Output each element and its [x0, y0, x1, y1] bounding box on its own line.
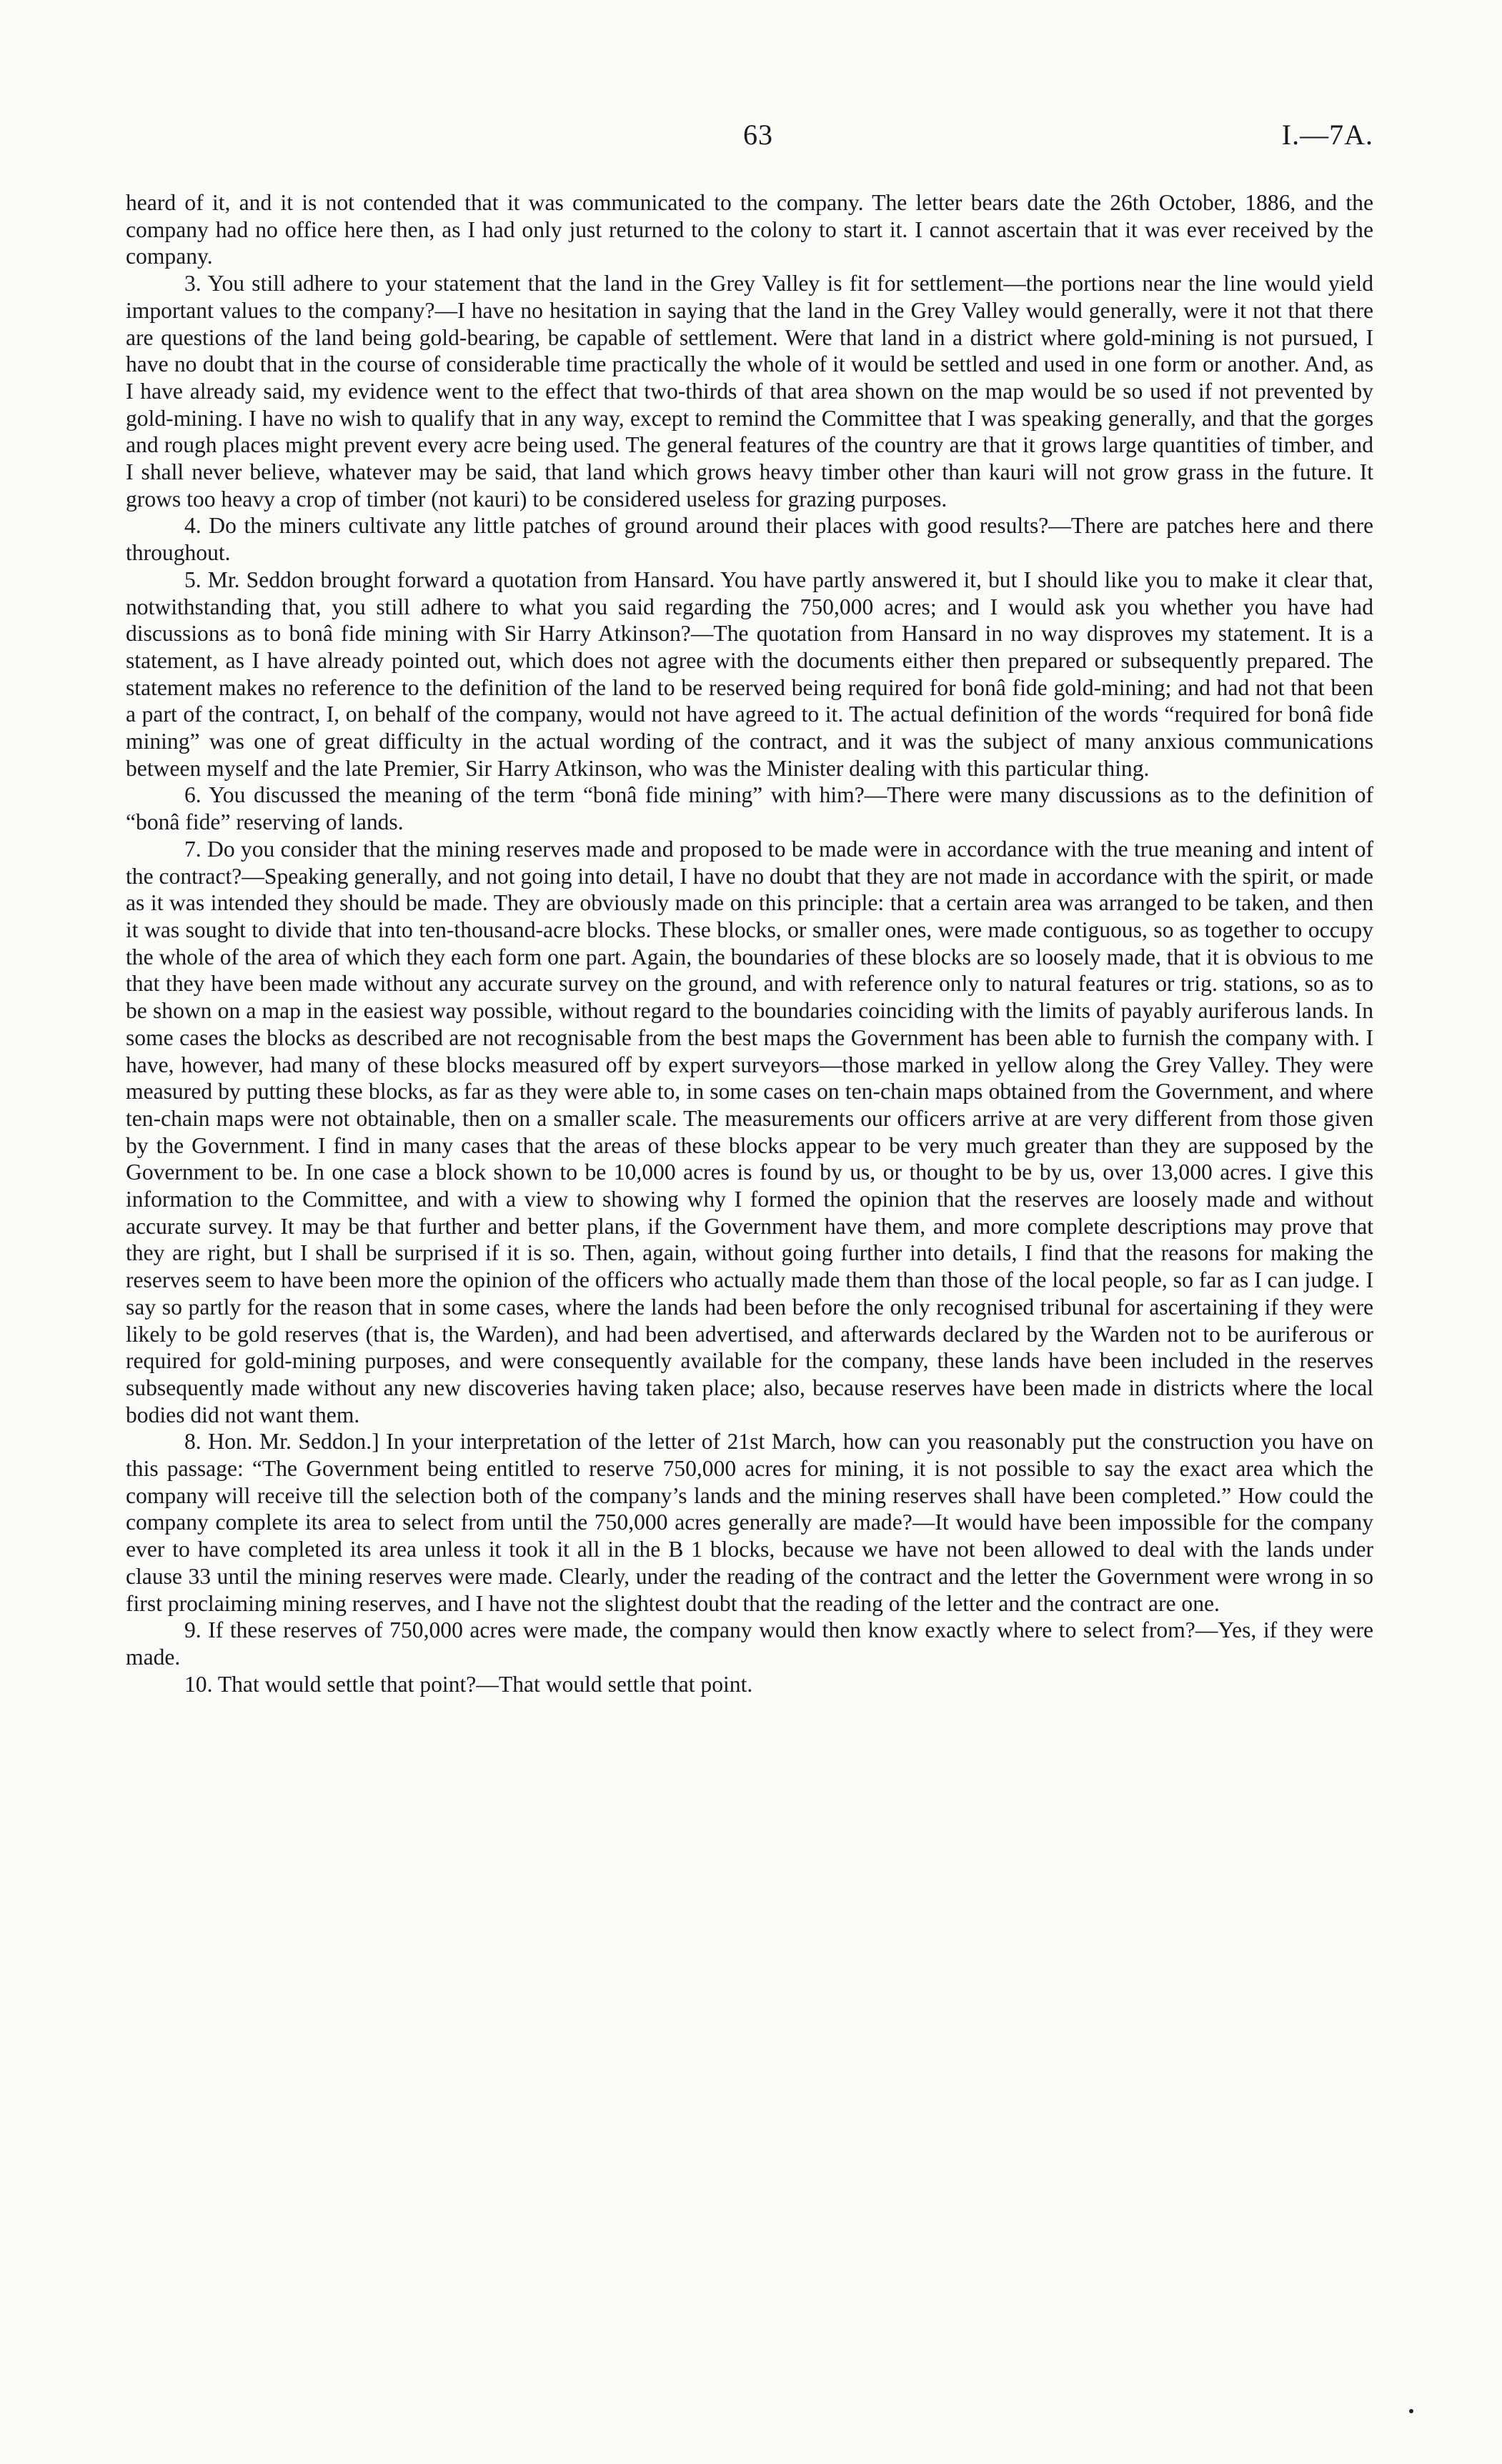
paragraph-question-5: 5. Mr. Seddon brought forward a quotation from Hansard. You have partly answered it, but I should like you to make it clear that, notwithstanding that, you still adhere to what you said regarding the 750,000 acres; and I would ask you whether you have had discussions as to bonâ fide mining with Sir Harry Atkinson?—The quotation from Hansard in no way disproves my statement. It is a statement, as I have already pointed out, which does not agree with the documents either then prepared or subsequently prepared. The statement makes no reference to the definition of the land to be reserved being required for bonâ fide gold-mining; and had not that been a part of the contract, I, on behalf of the company, would not have agreed to it. The actual definition of the words “required for bonâ fide mining” was one of great difficulty in the actual wording of the contract, and it was the subject of many anxious communications between myself and the late Premier, Sir Harry Atkinson, who was the Minister dealing with this particular thing.: [126, 567, 1373, 781]
page-header: [0, 118, 1502, 161]
paragraph-continuation: heard of it, and it is not contended that it was communicated to the company. The letter bears date the 26th October, 1886, and the company had no office here then, as I had only just returned to the colony to start it. I cannot ascertain that it was ever received by the company.: [126, 190, 1373, 269]
document-reference: I.—7A.: [1281, 119, 1373, 151]
paragraph-question-3: 3. You still adhere to your statement that the land in the Grey Valley is fit for settlement—the portions near the line would yield important values to the company?—I have no hesitation in saying that the land in the Grey Valley would generally, were it not that there are questions of the land being gold-bearing, be capable of settlement. Were that land in a district where gold-mining is not pursued, I have no doubt that in the course of considerable time practically the whole of it would be settled and used in one form or another. And, as I have already said, my evidence went to the effect that two-thirds of that area shown on the map would be so used if not prevented by gold-mining. I have no wish to qualify that in any way, except to remind the Committee that I was speaking generally, and that the gorges and rough places might prevent every acre being used. The general features of the country are that it grows large quantities of timber, and I shall never believe, whatever may be said, that land which grows heavy timber other than kauri will not grow grass in the future. It grows too heavy a crop of timber (not kauri) to be considered useless for grazing purposes.: [126, 271, 1373, 512]
evidence-text: [126, 189, 1373, 1697]
paragraph-question-10: 10. That would settle that point?—That would settle that point.: [184, 1671, 753, 1697]
paragraph-question-4: 4. Do the miners cultivate any little patches of ground around their places with good results?—There are patches here and there throughout.: [126, 513, 1373, 566]
paragraph-question-9: 9. If these reserves of 750,000 acres were made, the company would then know exactly where to select from?—Yes, if they were made.: [126, 1617, 1373, 1670]
stray-ink-dot: [1409, 2409, 1413, 2413]
page-number: 63: [743, 119, 773, 151]
paragraph-question-6: 6. You discussed the meaning of the term “bonâ fide mining” with him?—There were many discussions as to the definition of “bonâ fide” reserving of lands.: [126, 782, 1373, 835]
paragraph-question-8: 8. Hon. Mr. Seddon.] In your interpretation of the letter of 21st March, how can you reasonably put the construction you have on this passage: “The Government being entitled to reserve 750,000 acres for mining, it is not possible to say the exact area which the company will receive till the selection both of the company’s lands and the mining reserves shall have been completed.” How could the company complete its area to select from until the 750,000 acres generally are made?—It would have been impossible for the company ever to have completed its area unless it took it all in the B 1 blocks, because we have not been allowed to deal with the lands under clause 33 until the mining reserves were made. Clearly, under the reading of the contract and the letter the Government were wrong in so first proclaiming mining reserves, and I have not the slightest doubt that the reading of the letter and the contract are one.: [126, 1429, 1373, 1616]
paragraph-question-7: 7. Do you consider that the mining reserves made and proposed to be made were in accordance with the true meaning and intent of the contract?—Speaking generally, and not going into detail, I have no doubt that they are not made in accordance with the spirit, or made as it was intended they should be made. They are obviously made on this principle: that a certain area was arranged to be taken, and then it was sought to divide that into ten-thousand-acre blocks. These blocks, or smaller ones, were made contiguous, so as together to occupy the whole of the area of which they each form one part. Again, the boundaries of these blocks are so loosely made, that it is obvious to me that they have been made without any accurate survey on the ground, and with reference only to natural features or trig. stations, so as to be shown on a map in the easiest way possible, without regard to the boundaries coinciding with the limits of payably auriferous lands. In some cases the blocks as described are not recognisable from the best maps the Government has been able to furnish the company with. I have, however, had many of these blocks measured off by expert surveyors—those marked in yellow along the Grey Valley. They were measured by putting these blocks, as far as they were able to, in some cases on ten-chain maps obtained from the Government, and where ten-chain maps were not obtainable, then on a smaller scale. The measurements our officers arrive at are very different from those given by the Government. I find in many cases that the areas of these blocks appear to be very much greater than they are supposed by the Government to be. In one case a block shown to be 10,000 acres is found by us, or thought to be by us, over 13,000 acres. I give this information to the Committee, and with a view to showing why I formed the opinion that the reserves are loosely made and without accurate survey. It may be that further and better plans, if the Government have them, and more complete descriptions may prove that they are right, but I shall be surprised if it is so. Then, again, without going further into details, I find that the reasons for making the reserves seem to have been more the opinion of the officers who actually made them than those of the local people, so far as I can judge. I say so partly for the reason that in some cases, where the lands had been before the only recognised tribunal for ascertaining if they were likely to be gold reserves (that is, the Warden), and had been advertised, and afterwards declared by the Warden not to be auriferous or required for gold-mining purposes, and were consequently available for the company, these lands have been included in the reserves subsequently made without any new discoveries having taken place; also, because reserves have been made in districts where the local bodies did not want them.: [126, 836, 1373, 1427]
